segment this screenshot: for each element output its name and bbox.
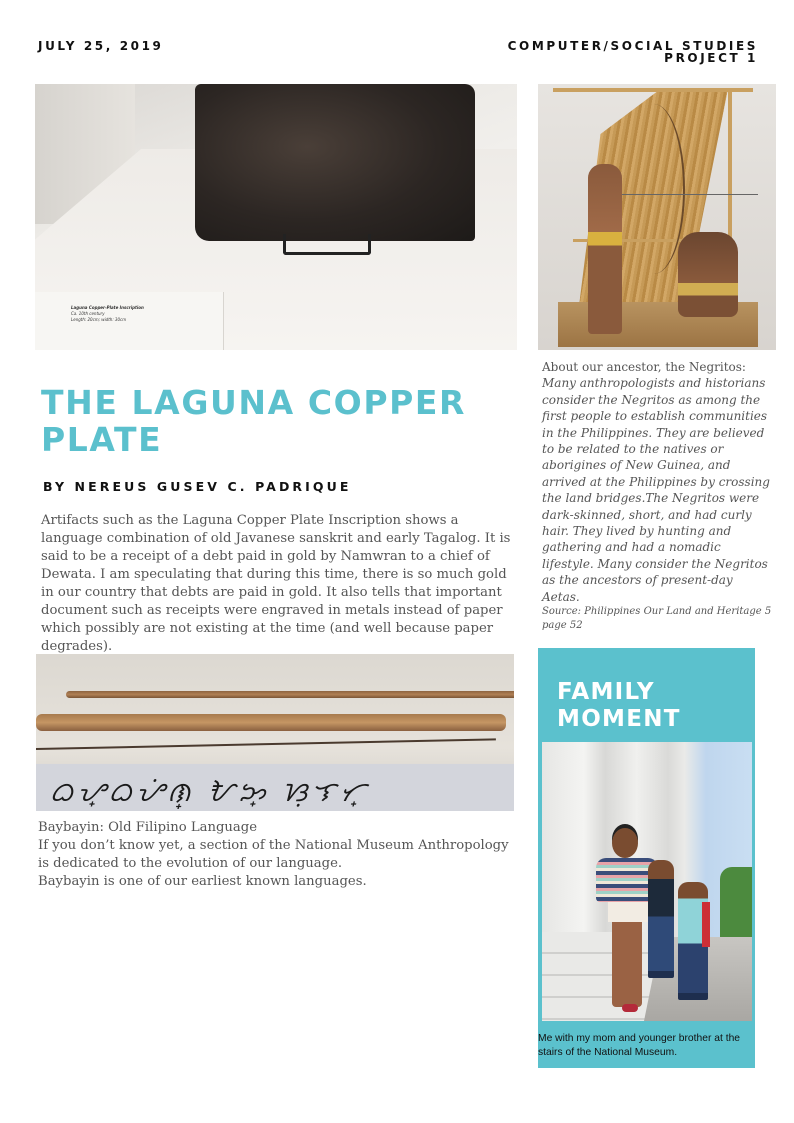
label-card-line: Laguna Copper-Plate Inscription (71, 305, 144, 310)
label-card-line: Ca. 10th century (71, 311, 105, 316)
white-shorts (608, 902, 648, 922)
article-title: THE LAGUNA COPPER PLATE (41, 383, 467, 459)
family-title-line2: MOMENT (557, 706, 681, 732)
arrow (618, 194, 758, 195)
negrito-source: Source: Philippines Our Land and Heritage 5 page 52 (542, 606, 772, 632)
family-photo-caption: Me with my mom and younger brother at the stairs of the National Museum. (538, 1033, 741, 1058)
bowstring (36, 738, 496, 750)
baybayin-script: ᜊᜌ᜔ᜊᜌᜒᜈ᜔ ᜀᜅ᜔ ᜐᜓᜎᜆ᜔ (50, 777, 371, 808)
photo-trees (720, 867, 752, 937)
negrito-painting-photo (538, 84, 776, 350)
family-moment-title (557, 679, 681, 733)
baybayin-paragraph: If you don’t know yet, a section of the National Museum Anthropology is dedicated to the evolution of our language. (38, 838, 509, 871)
spear (36, 714, 506, 731)
negrito-section (542, 359, 774, 633)
article-byline: BY NEREUS GUSEV C. PADRIQUE (43, 479, 352, 494)
baybayin-paragraph: Baybayin is one of our earliest known languages. (38, 874, 367, 889)
family-moment-box (538, 648, 755, 1068)
family-title-line1: FAMILY (557, 679, 655, 705)
bow (623, 104, 685, 274)
label-card-line: Length: 20cm; width: 30cm (71, 317, 127, 322)
family-photo (542, 742, 752, 1021)
bamboo-pole (553, 88, 753, 92)
negrito-lead: About our ancestor, the Negritos: (542, 360, 746, 374)
seated-figure (678, 232, 738, 317)
document-date: JULY 25, 2019 (38, 39, 164, 53)
spear (66, 691, 514, 698)
plate-stand (283, 234, 371, 255)
negrito-body: Many anthropologists and historians consider the Negritos as among the first people to establish communities in the Philippines. They are believed to be related to the natives or aborigines of New Guinea, and arrived at the Philippines by crossing the land bridges.The Negritos were dark-skinned, short, and had curly hair. They lived by hunting and gathering and had a nomadic lifestyle. Many consider the Negritos as the ancestors of present-day Aetas. (542, 376, 770, 604)
child-figure (648, 860, 674, 978)
baybayin-section (38, 819, 518, 891)
baybayin-heading: Baybayin: Old Filipino Language (38, 820, 258, 835)
museum-label-card (35, 292, 224, 350)
copper-plate-artifact (195, 84, 475, 241)
archer-figure (588, 164, 622, 334)
red-bag-strap (702, 902, 710, 947)
figure-legs (612, 922, 642, 1007)
project-label-line2: PROJECT 1 (664, 51, 758, 65)
figure-head (612, 828, 638, 858)
copper-plate-photo (35, 84, 517, 350)
red-shoe (622, 1004, 638, 1012)
project-label (398, 40, 758, 64)
project-label-line1: COMPUTER/SOCIAL STUDIES (507, 39, 758, 53)
article-body: Artifacts such as the Laguna Copper Plate Inscription shows a language combination of old Javanese sanskrit and early Tagalog. It is said to be a receipt of a debt paid in gold by Namwran to a chief of Dewata. I am speculating that during this time, there is so much gold in our country that debts are paid in gold. It also tells that important document such as receipts were engraved in metals instead of paper which possibly are not existing at the time (and well because paper degrades). (41, 513, 511, 654)
baybayin-exhibit-photo (36, 654, 514, 811)
